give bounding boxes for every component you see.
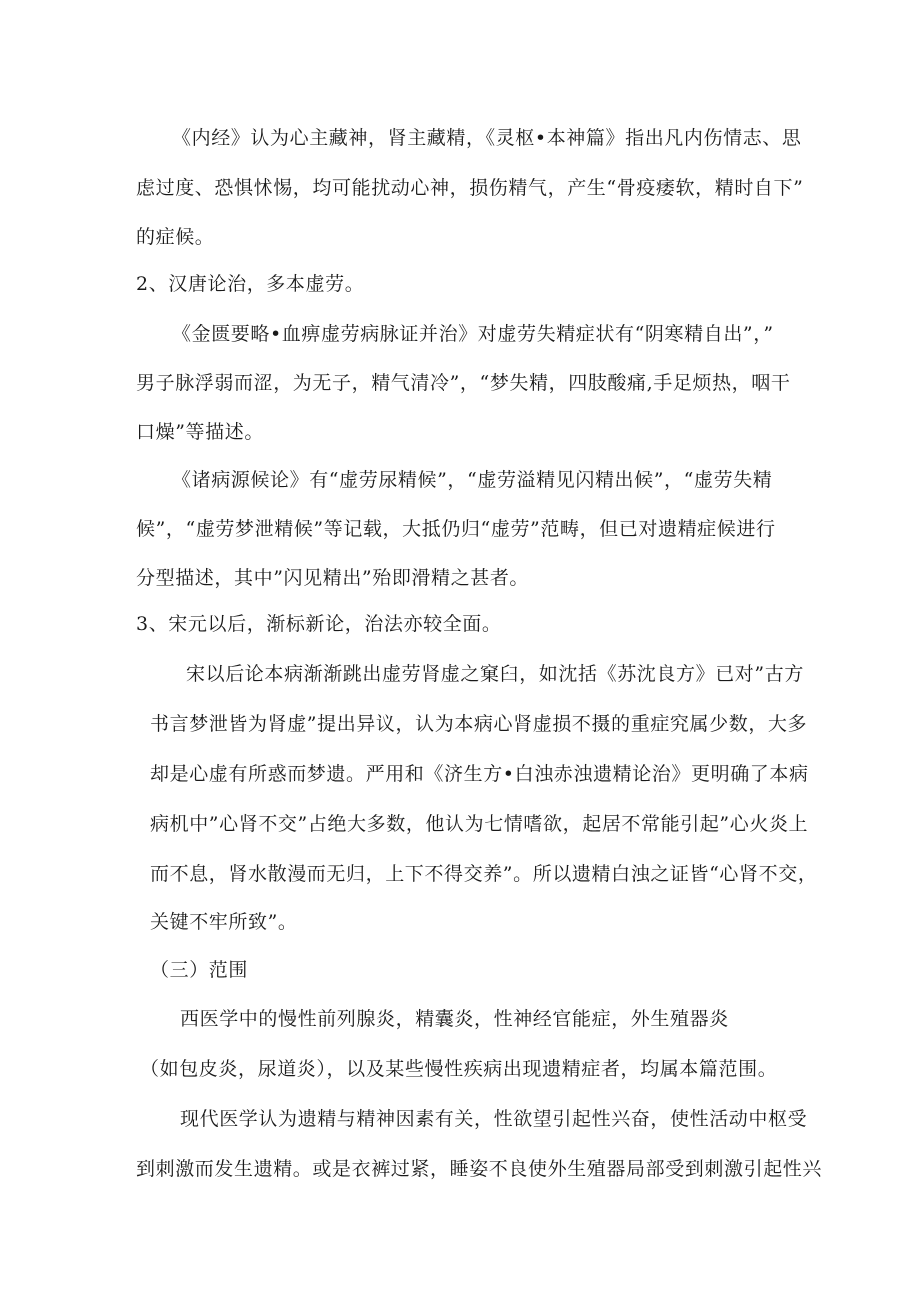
text-line: 《诸病源候论》有“虚劳尿精候”，“虚劳溢精见闪精出候”，“虚劳失精: [172, 469, 773, 491]
text-line: 却是心虚有所惑而梦遗。严用和《济生方•白浊赤浊遗精论治》更明确了本病: [150, 763, 809, 785]
text-line: 口燥”等描述。: [136, 421, 264, 443]
text-line: 书言梦泄皆为肾虚”提出异议，认为本病心肾虚损不摄的重症究属少数，大多: [150, 713, 808, 735]
section-heading-song-yuan: 3、宋元以后，渐标新论，治法亦较全面。: [136, 613, 502, 635]
section-heading-scope: （三）范围: [150, 959, 249, 981]
text-line: 关键不牢所致”。: [150, 911, 298, 933]
text-line: 男子脉浮弱而涩，为无子，精气清冷”，“梦失精，四肢酸痛,手足烦热，咽干: [136, 372, 791, 394]
text-line: （如包皮炎，尿道炎），以及某些慢性疾病出现遗精症者，均属本篇范围。: [140, 1058, 778, 1080]
text-line: 《内经》认为心主藏神，肾主藏精，《灵枢•本神篇》指出凡内伤情志、思: [172, 127, 802, 149]
text-line: 现代医学认为遗精与精神因素有关，性欲望引起性兴奋，使性活动中枢受: [180, 1108, 808, 1130]
text-line: 候”，“虚劳梦泄精候”等记载，大抵仍归“虚劳”范畴，但已对遗精症候进行: [136, 518, 776, 540]
text-line: 而不息，肾水散漫而无归，上下不得交养”。所以遗精白浊之证皆“心肾不交，: [150, 863, 818, 885]
text-line: 宋以后论本病渐渐跳出虚劳肾虚之窠臼，如沈括《苏沈良方》已对”古方: [186, 663, 804, 685]
text-line: 分型描述，其中”闪见精出”殆即滑精之甚者。: [136, 567, 530, 589]
text-line: 的症候。: [136, 226, 215, 248]
text-line: 到刺激而发生遗精。或是衣裤过紧，睡姿不良使外生殖器局部受到刺激引起性兴: [136, 1158, 823, 1180]
text-line: 西医学中的慢性前列腺炎，精囊炎，性神经官能症，外生殖器炎: [180, 1008, 729, 1030]
text-line: 《金匮要略•血痹虚劳病脉证并治》对虚劳失精症状有“阴寒精自出”，”: [172, 323, 774, 345]
section-heading-han-tang: 2、汉唐论治，多本虚劳。: [136, 273, 365, 295]
text-line: 病机中”心肾不交”占绝大多数，他认为七情嗜欲，起居不常能引起”心火炎上: [150, 813, 809, 835]
text-line: 虑过度、恐惧怵惕，均可能扰动心神，损伤精气，产生“骨疫痿软，精时自下”: [136, 177, 804, 199]
